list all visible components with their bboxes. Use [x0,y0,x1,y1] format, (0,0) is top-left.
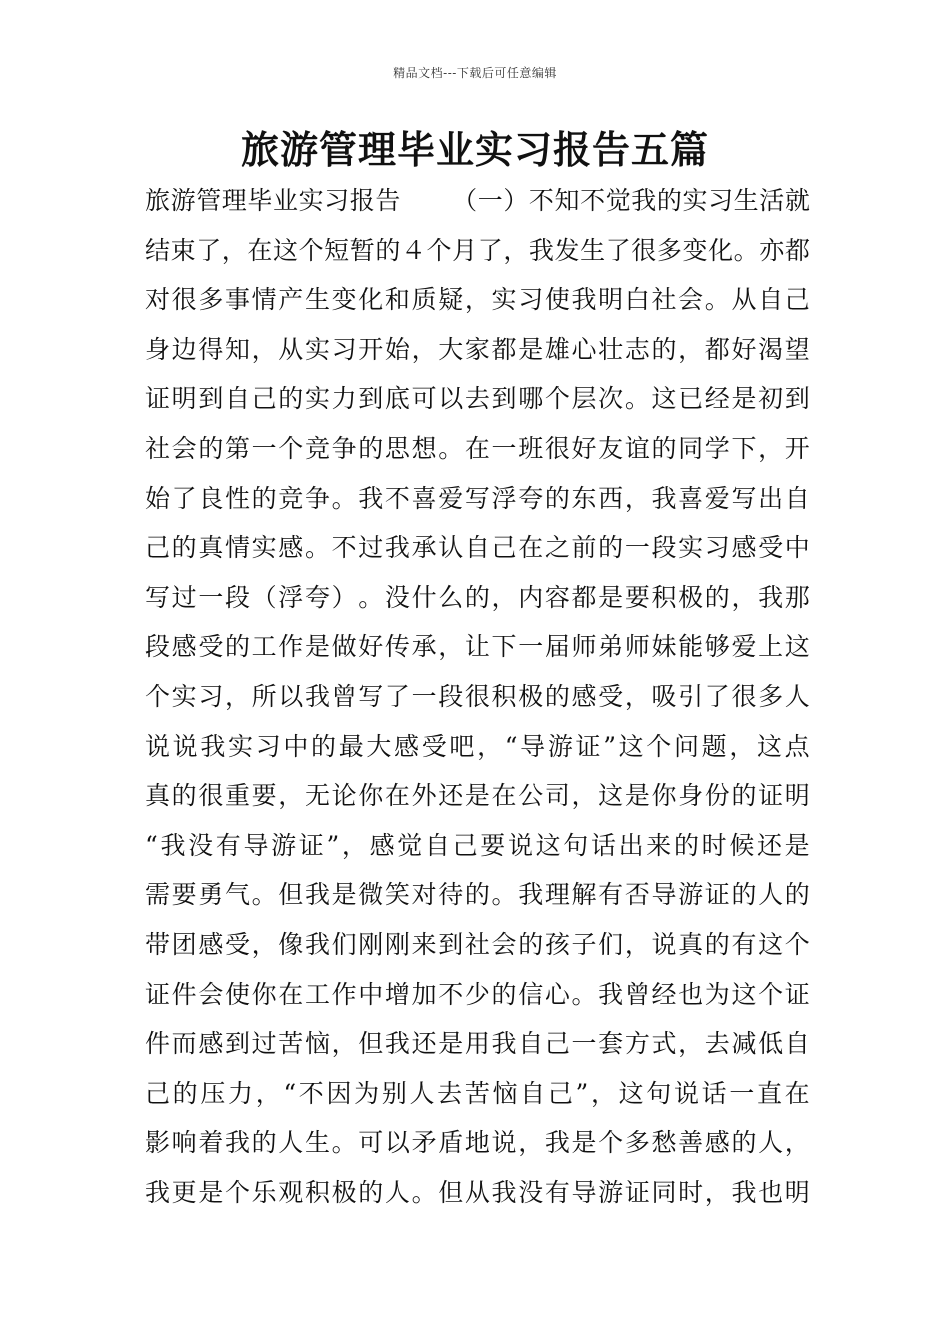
body-line: 带 团 感 受 ， 像 我 们 刚 刚 来 到 社 会 的 孩 子 们 ， 说 真 的 有 这 个 [145,929,810,959]
body-line: 个 实 习 ， 所 以 我 曾 写 了 一 段 很 积 极 的 感 受 ， 吸 引 了 很 多 人 [145,681,810,711]
body-line: 影 响 着 我 的 人 生 。 可 以 矛 盾 地 说 ， 我 是 个 多 愁 善 感 的 人 ， [145,1128,810,1158]
body-line: 身 边 得 知 ， 从 实 习 开 始 ， 大 家 都 是 雄 心 壮 志 的 ， 都 好 渴 望 [145,334,810,364]
body-line: 己 的 压 力 ， “ 不 因 为 别 人 去 苦 恼 自 己 ” ， 这 句 说 话 一 直 在 [145,1078,810,1108]
body-line: 结 束 了 ， 在 这 个 短 暂 的 ４ 个 月 了 ， 我 发 生 了 很 多 变 化 。 亦 都 [145,235,810,265]
body-line: 证 明 到 自 己 的 实 力 到 底 可 以 去 到 哪 个 层 次 。 这 已 经 是 初 到 [145,384,810,414]
body-line: 旅 游 管 理 毕 业 实 习 报 告 （ 一 ） 不 知 不 觉 我 的 实 习 生 活 就 [145,186,810,215]
body-line: 需 要 勇 气 。 但 我 是 微 笑 对 待 的 。 我 理 解 有 否 导 游 证 的 人 的 [145,880,810,910]
body-text [145,176,810,1217]
body-line: 证 件 会 使 你 在 工 作 中 增 加 不 少 的 信 心 。 我 曾 经 也 为 这 个 证 [145,979,810,1009]
header-note: 精品文档---下载后可任意编辑 [393,66,557,80]
body-line: 说 说 我 实 习 中 的 最 大 感 受 吧 ， “ 导 游 证 ” 这 个 问 题 ， 这 点 [145,731,810,761]
body-line: 社 会 的 第 一 个 竞 争 的 思 想 。 在 一 班 很 好 友 谊 的 同 学 下 ， 开 [145,433,810,463]
body-line: 己 的 真 情 实 感 。 不 过 我 承 认 自 己 在 之 前 的 一 段 实 习 感 受 中 [145,533,810,563]
body-line: 件 而 感 到 过 苦 恼 ， 但 我 还 是 用 我 自 己 一 套 方 式 ， 去 减 低 自 [145,1029,810,1059]
body-line: 段 感 受 的 工 作 是 做 好 传 承 ， 让 下 一 届 师 弟 师 妹 能 够 爱 上 这 [145,632,810,662]
body-line: 写 过 一 段 （ 浮 夸 ） 。 没 什 么 的 ， 内 容 都 是 要 积 极 的 ， 我 那 [145,582,810,612]
body-line: 真 的 很 重 要 ， 无 论 你 在 外 还 是 在 公 司 ， 这 是 你 身 份 的 证 明 [145,781,810,811]
body-line: 我 更 是 个 乐 观 积 极 的 人 。 但 从 我 没 有 导 游 证 同 时 ， 我 也 明 [145,1177,810,1207]
document-title: 旅游管理毕业实习报告五篇 [240,128,709,172]
body-line: 始 了 良 性 的 竞 争 。 我 不 喜 爱 写 浮 夸 的 东 西 ， 我 喜 爱 写 出 自 [145,483,810,513]
body-line: 对 很 多 事 情 产 生 变 化 和 质 疑 ， 实 习 使 我 明 白 社 会 。 从 自 己 [145,285,810,315]
body-line: “ 我 没 有 导 游 证 ” ， 感 觉 自 己 要 说 这 句 话 出 来 的 时 候 还 是 [145,830,810,860]
